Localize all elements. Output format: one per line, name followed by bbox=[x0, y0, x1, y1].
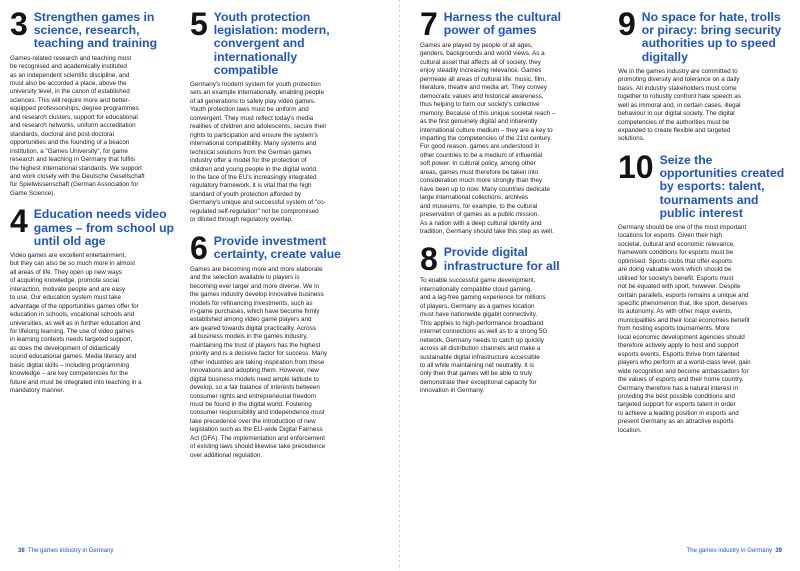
section-10-title: Seize the opportunities created by esports: talent, tournaments and public interest bbox=[659, 152, 785, 220]
section-5-title: Youth protection legislation: modern, convergent and internationally compatible bbox=[213, 10, 330, 77]
section-6-title: Provide investment certainty, create value bbox=[213, 233, 341, 261]
section-3-heading bbox=[10, 6, 175, 51]
section-3-body: Games-related research and teaching must be recognised and academically instituted as an independent scientific discipline, and must also be accorded a place, above the university level, in the canon of established sciences. This will require more and better- equipped professorships, degree programmes and research clusters, support for educational and research networks, uniform accreditation standards, doctoral and post-doctoral opportunities and the founding of a beacon institution, a "Games University", for game research and teaching in Germany that fulfils the highest international standards. We support and work closely with the Deutsche Gesellschaft für Spielwissenschaft (German Association for Game Science). bbox=[10, 54, 145, 197]
section-9-number: 9 bbox=[618, 6, 636, 42]
section-9 bbox=[618, 6, 788, 144]
section-5-body: Germany's modern system for youth protection sets an example internationally, enabling people of all generations to safely play video games. Youth protection laws must be uniform and convergent. They must reflect today's media realities of children and adolescents, secure their rights to participation and ensure the system's international compatibility. Many systems and technical solutions from the German games industry offer a model for the protection of children and young people in the digital world. In the face of the EU's increasingly integrated regulatory framework, it is vital that the high standard of youth protection afforded by Germany's unique and successful system of "co- regulated self-regulation" not be compromised or diluted through regulatory overlap. bbox=[190, 81, 327, 224]
section-8-body: To enable successful game development, internationally compatible cloud gaming, and a lag-free gaming experience for millions of players, Germany as a games location must have nationwide gigabit connectivity. This applies to high-performance broadband internet connections as well as to a strong 5G network. Germany needs to catch up quickly across all distribution channels and make a sustainable digital infrastructure accessible to all while maintaining net neutrality. It is only then that games will be able to truly demonstrate their exceptional capacity for innovation in Germany. bbox=[420, 277, 548, 395]
right-page-number: 39 bbox=[775, 548, 782, 554]
section-9-body: We in the games industry are committed to promoting diversity and tolerance on a daily basis. All industry stakeholders must come together to robustly confront hate speech as well as immoral and, in certain cases, illegal behaviour in our digital society. The digital competencies of the authorities must be expanded to create flexible and targeted solutions. bbox=[618, 67, 741, 143]
section-9-heading bbox=[618, 6, 788, 64]
section-3-number: 3 bbox=[10, 6, 28, 42]
right-column-1 bbox=[420, 6, 595, 405]
footer-left bbox=[18, 548, 113, 554]
section-5 bbox=[190, 6, 360, 225]
left-column-1 bbox=[10, 6, 175, 405]
section-10-body: Germany should be one of the most important locations for esports. Given their high societal, cultural and economic relevance, framework conditions for esports must be optimised. Sports clubs that offer esports are doing valuable work which should be utilised for society's benefit. Esports must not be equated with sport, however. Despite certain parallels, esports remains a unique and specific phenomenon that, like sport, deserves its autonomy. As with other major events, municipalities and their local economies benefit from hosting esports tournaments. More local economic development agencies should therefore actively apply to host and support esports events. Esports thrive from talented players who perform at a world-class level, gain wide recognition and become ambassadors for the values of esports and their home country. Germany therefore has a natural interest in providing the best possible conditions and targeted support for esports talent in order to achieve a leading position in esports and present Germany as an attractive esports location. bbox=[618, 223, 751, 434]
section-4-title: Education needs video games – from school up until old age bbox=[33, 207, 174, 248]
section-3 bbox=[10, 6, 175, 198]
section-8-heading bbox=[420, 241, 595, 278]
section-6-body: Games are becoming more and more elaborate and the selection available to players is becoming ever larger and more diverse. We in the games industry develop innovative business models for refinancing investments, such as in-game purchases, which have become firmly established among video game players and are geared towards digital practicality. Across all business models in the games industry, maintaining the trust of players has the highest priority and is a decisive factor for success. Many other industries are taking inspiration from these innovations and adopting them. However, new digital business models need ample latitude to develop, so a fair balance of interests between consumer rights and entrepreneurial freedom must be found in the digital world. Fostering consumer responsibility and independence must take precedence over the introduction of new legislation such as the EU-wide Digital Fairness Act (DFA). The implementation and enforcement of existing laws should likewise take precedence over additional regulation. bbox=[190, 265, 328, 459]
left-column-2 bbox=[190, 6, 360, 469]
section-7 bbox=[420, 6, 595, 236]
section-4-number: 4 bbox=[10, 203, 28, 240]
section-4-body: Video games are excellent entertainment, but they can also be so much more in almost all areas of life. They open up new ways of acquiring knowledge, promote social interaction, motivate people and are easy to use. Our education system must take advantage of the opportunities games offer for education in schools, vocational schools and universities, as well as in further education and for lifelong learning. The use of video games in learning contexts needs targeted support, as does the development of didactically sound educational games. Media literacy and basic digital skills – including programming knowledge – are key competencies for the future and must be integrated into teaching in a mandatory manner. bbox=[10, 251, 142, 395]
footer-right bbox=[687, 548, 782, 554]
section-4 bbox=[10, 203, 175, 395]
section-3-title: Strengthen games in science, research, teaching and training bbox=[33, 10, 158, 51]
section-10 bbox=[618, 148, 788, 435]
right-footer-title: The games industry in Germany bbox=[686, 548, 772, 554]
section-6-heading bbox=[190, 229, 360, 266]
section-5-heading bbox=[190, 6, 360, 77]
left-page-number: 38 bbox=[18, 548, 25, 554]
right-page bbox=[400, 0, 800, 571]
right-column-2 bbox=[618, 6, 788, 444]
section-7-number: 7 bbox=[420, 6, 438, 42]
left-footer-title: The games industry in Germany bbox=[28, 548, 114, 554]
section-4-heading bbox=[10, 203, 175, 248]
section-8-number: 8 bbox=[420, 241, 438, 278]
section-10-heading bbox=[618, 148, 788, 220]
section-6-number: 6 bbox=[190, 229, 208, 266]
section-10-number: 10 bbox=[618, 148, 654, 185]
section-7-heading bbox=[420, 6, 595, 42]
section-8-title: Provide digital infrastructure for all bbox=[443, 245, 560, 273]
section-9-title: No space for hate, trolls or piracy: bring security authorities up to speed digitally bbox=[641, 10, 782, 64]
section-7-body: Games are played by people of all ages, genders, backgrounds and world views. As a cultural asset that affects all of society, they enjoy steadily increasing relevance. Games permeate all areas of cultural life: music, film, literature, theatre and media art. They convey democratic values and historical awareness, thus helping to form our society's collective memory. Because of this unique societal reach – as the first genuinely digital and inherently international culture medium – they are a key to imparting the competencies of the 21st century. For good reason, games are understood in other countries to be a medium of influential soft power. In cultural policy, among other areas, games must therefore be taken into consideration much more strongly than they have been up to now. Many countries dedicate large international collections, archives and museums, for example, to the cultural preservation of games as a public mission. As a nation with a deep cultural identity and tradition, Germany should take this step as well. bbox=[420, 42, 556, 235]
section-7-title: Harness the cultural power of games bbox=[443, 10, 561, 38]
section-5-number: 5 bbox=[190, 6, 208, 42]
section-8 bbox=[420, 241, 595, 395]
section-6 bbox=[190, 229, 360, 460]
